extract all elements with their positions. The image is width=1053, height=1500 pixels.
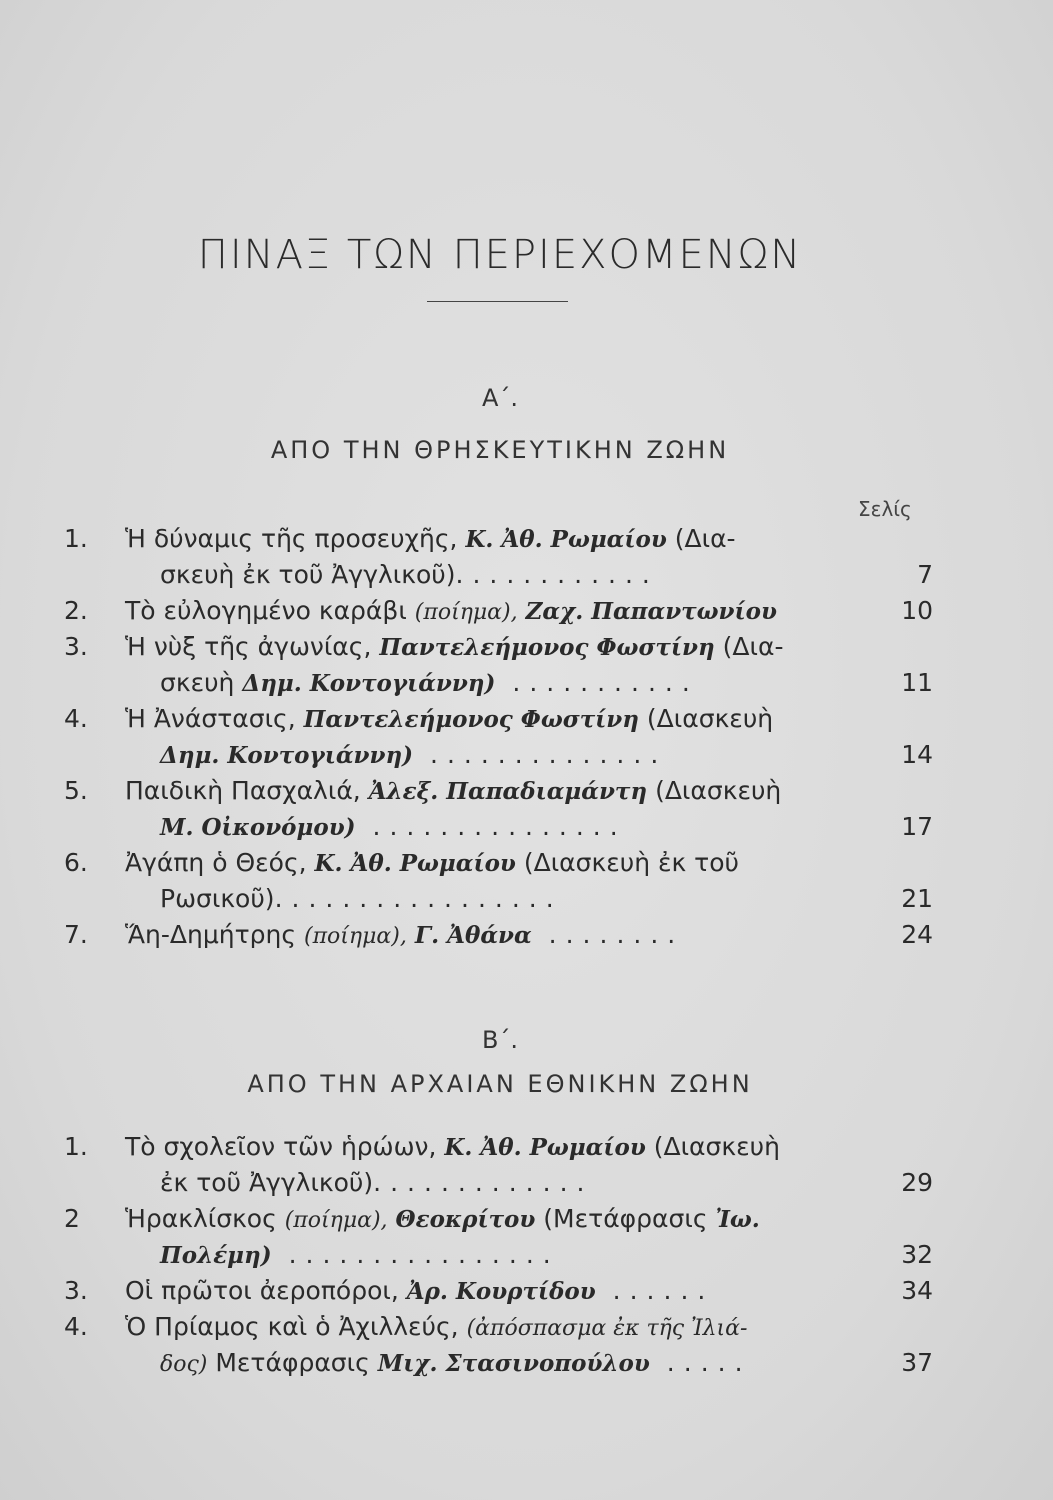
entry-page-number: 11 [901,668,933,697]
entry-page-number: 29 [901,1168,933,1197]
entry-page-number: 37 [901,1348,933,1377]
entry-page-number: 21 [901,884,933,913]
entry-text: Ρωσικοῦ)................. [160,884,563,913]
entry-text: Οἱ πρῶτοι ἀεροπόροι, Ἀρ. Κουρτίδου ...... [125,1276,715,1305]
toc-entry[interactable] [0,521,1053,557]
entry-text: σκευὴ ἐκ τοῦ Ἀγγλικοῦ)............ [160,560,659,589]
toc-entry-continuation[interactable] [0,1165,1053,1201]
entry-text: Παιδικὴ Πασχαλιά, Ἀλεξ. Παπαδιαμάντη (Διασκευὴ [125,776,782,805]
toc-entry[interactable] [0,701,1053,737]
entry-number: 1. [64,1132,88,1161]
entry-text: δος) Μετάφρασις Μιχ. Στασινοπούλου ..... [160,1348,752,1377]
entry-page-number: 7 [917,560,933,589]
toc-entry-continuation[interactable] [0,1237,1053,1273]
entry-text: Τὸ εὐλογημένο καράβι (ποίημα), Ζαχ. Παπαντωνίου [125,596,777,625]
pages-column-label: Σελίς [858,497,912,521]
entry-number: 4. [64,704,88,733]
toc-entry-continuation[interactable] [0,737,1053,773]
entry-number: 6. [64,848,88,877]
entry-text: Πολέμη) ................ [160,1240,560,1269]
entry-text: ἐκ τοῦ Ἀγγλικοῦ)............. [160,1168,594,1197]
entry-page-number: 34 [901,1276,933,1305]
entry-text: Ἀγάπη ὁ Θεός, Κ. Ἀθ. Ρωμαίου (Διασκευὴ ἐκ τοῦ [125,848,739,877]
entry-text: Δημ. Κοντογιάννη) .............. [160,740,668,769]
entry-text: Ἡ δύναμις τῆς προσευχῆς, Κ. Ἀθ. Ρωμαίου (Δια- [125,524,736,553]
entry-text: Τὸ σχολεῖον τῶν ἡρώων, Κ. Ἀθ. Ρωμαίου (Διασκευὴ [125,1132,780,1161]
toc-entry-continuation[interactable] [0,1345,1053,1381]
entry-number: 7. [64,920,88,949]
entry-text: σκευὴ Δημ. Κοντογιάννη) ........... [160,668,699,697]
toc-entry-continuation[interactable] [0,557,1053,593]
toc-entry[interactable] [0,1201,1053,1237]
entry-page-number: 17 [901,812,933,841]
entry-page-number: 32 [901,1240,933,1269]
entry-number: 2 [64,1204,80,1233]
entry-number: 5. [64,776,88,805]
toc-entry-continuation[interactable] [0,665,1053,701]
toc-entry[interactable] [0,593,1053,629]
toc-entry-continuation[interactable] [0,809,1053,845]
entry-text: Ἡ νὺξ τῆς ἀγωνίας, Παντελεήμονος Φωστίνη (Δια- [125,632,784,661]
entry-text: Ὁ Πρίαμος καὶ ὁ Ἀχιλλεύς, (ἀπόσπασμα ἐκ τῆς Ἰλιά- [125,1312,748,1341]
toc-entry-continuation[interactable] [0,881,1053,917]
entry-number: 1. [64,524,88,553]
entry-text: Ἅη-Δημήτρης (ποίημα), Γ. Ἀθάνα ........ [125,920,685,949]
section-b-letter: Β΄. [481,1026,519,1054]
toc-entry[interactable] [0,629,1053,665]
section-a-title: ΑΠΟ ΤΗΝ ΘΡΗΣΚΕΥΤΙΚΗΝ ΖΩΗΝ [270,436,730,464]
toc-entry[interactable] [0,1273,1053,1309]
entry-number: 3. [64,632,88,661]
toc-entry[interactable] [0,1309,1053,1345]
title-rule [427,301,568,302]
entry-number: 4. [64,1312,88,1341]
toc-entry[interactable] [0,1129,1053,1165]
page-title: ΠΙΝΑΞ ΤΩΝ ΠΕΡΙΕΧΟΜΕΝΩΝ [197,232,803,278]
section-a-letter: Α΄. [481,384,519,412]
toc-entry[interactable] [0,917,1053,953]
entry-page-number: 24 [901,920,933,949]
toc-entry[interactable] [0,845,1053,881]
entry-number: 3. [64,1276,88,1305]
section-b-title: ΑΠΟ ΤΗΝ ΑΡΧΑΙΑΝ ΕΘΝΙΚΗΝ ΖΩΗΝ [247,1070,753,1098]
entry-text: Ἡρακλίσκος (ποίημα), Θεοκρίτου (Μετάφρασις Ἰω. [125,1204,760,1233]
entry-text: Μ. Οἰκονόμου) ............... [160,812,627,841]
entry-text: Ἡ Ἀνάστασις, Παντελεήμονος Φωστίνη (Διασκευὴ [125,704,774,733]
toc-entry[interactable] [0,773,1053,809]
entry-number: 2. [64,596,88,625]
entry-page-number: 14 [901,740,933,769]
entry-page-number: 10 [901,596,933,625]
